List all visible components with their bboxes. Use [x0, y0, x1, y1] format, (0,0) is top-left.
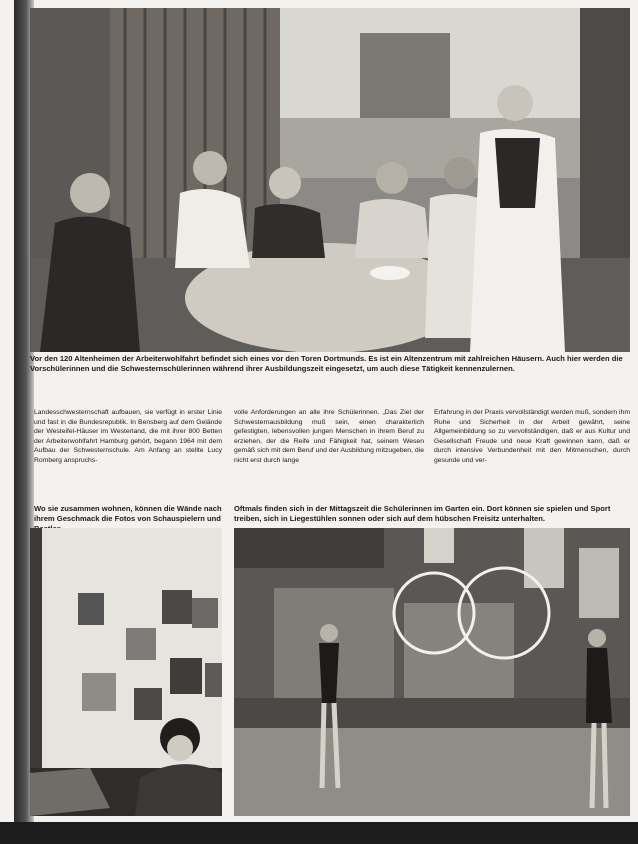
article-column-3-text: Erfahrung in der Praxis vervollständigt werden muß, sondern ihm Ruhe und Sicherheit in der Arbeit gewährt, seine Allgemeinbildung so zu vervollständigen, daß er aus Kultur und Gesellschaft Freude und neue Kraft gewinnen kann, daß er durch intensive Verbundenheit mit den Mitmenschen, durch gesunde und ver-: [434, 409, 630, 464]
top-photo-caption: Vor den 120 Altenheimen der Arbeiterwohlfahrt befindet sich eines vor den Toren Dortmunds. Es ist ein Altenzentrum mit zahlreichen Häusern. Auch hier werden die Vorschülerinnen und die Schwesternschülerinnen während ihrer Ausbildungszeit eingesetzt, um auch diese Tätigkeit kennenzulernen.: [30, 354, 623, 373]
article-column-2-text: volle Anforderungen an alle ihre Schülerinnen. „Das Ziel der Schwesternausbildung muß sein, einen charakterlich gefestigten, lebensvollen jungen Menschen in ihrem Beruf zu erziehen, der die Reife und Fähigkeit hat, seinem Wesen gemäß sich mit dem Beruf und der Ausbildung mitzugeben, die nicht erst durch lange: [234, 409, 424, 464]
top-photo-common-room: [30, 8, 630, 352]
article-column-1-text: Landesschwesternschaft aufbauen, sie verfügt in erster Linie und fast in die Bundesrepublik. In Bensberg auf dem Gelände der Westeifel-Häuser im Westerland, die mit ihrer 800 Betten der Arbeiterwohlfahrt Hamburg gehört, begann 1964 mit dem Aufbau der Schwesternschule. Am Anfang an stellte Lucy Romberg anspruchs-: [34, 409, 222, 464]
dorm-photo-caption: Wo sie zusammen wohnen, können die Wände nach ihrem Geschmack die Fotos von Schauspielern und: [34, 504, 222, 523]
article-column-2: [234, 408, 424, 466]
article-column-3: [434, 408, 630, 466]
article-column-1: [34, 408, 222, 466]
garden-photo-caption: Oftmals finden sich in der Mittagszeit die Schülerinnen im Garten ein. Dort können sie spielen und Sport treiben, sich in Liegestühlen sonnen oder sich auf dem hübschen Freisitz unterhalten.: [234, 504, 611, 523]
page-bottom-edge: [0, 822, 638, 844]
dorm-room-photo: [30, 528, 222, 816]
garden-hoop-photo: [234, 528, 630, 816]
